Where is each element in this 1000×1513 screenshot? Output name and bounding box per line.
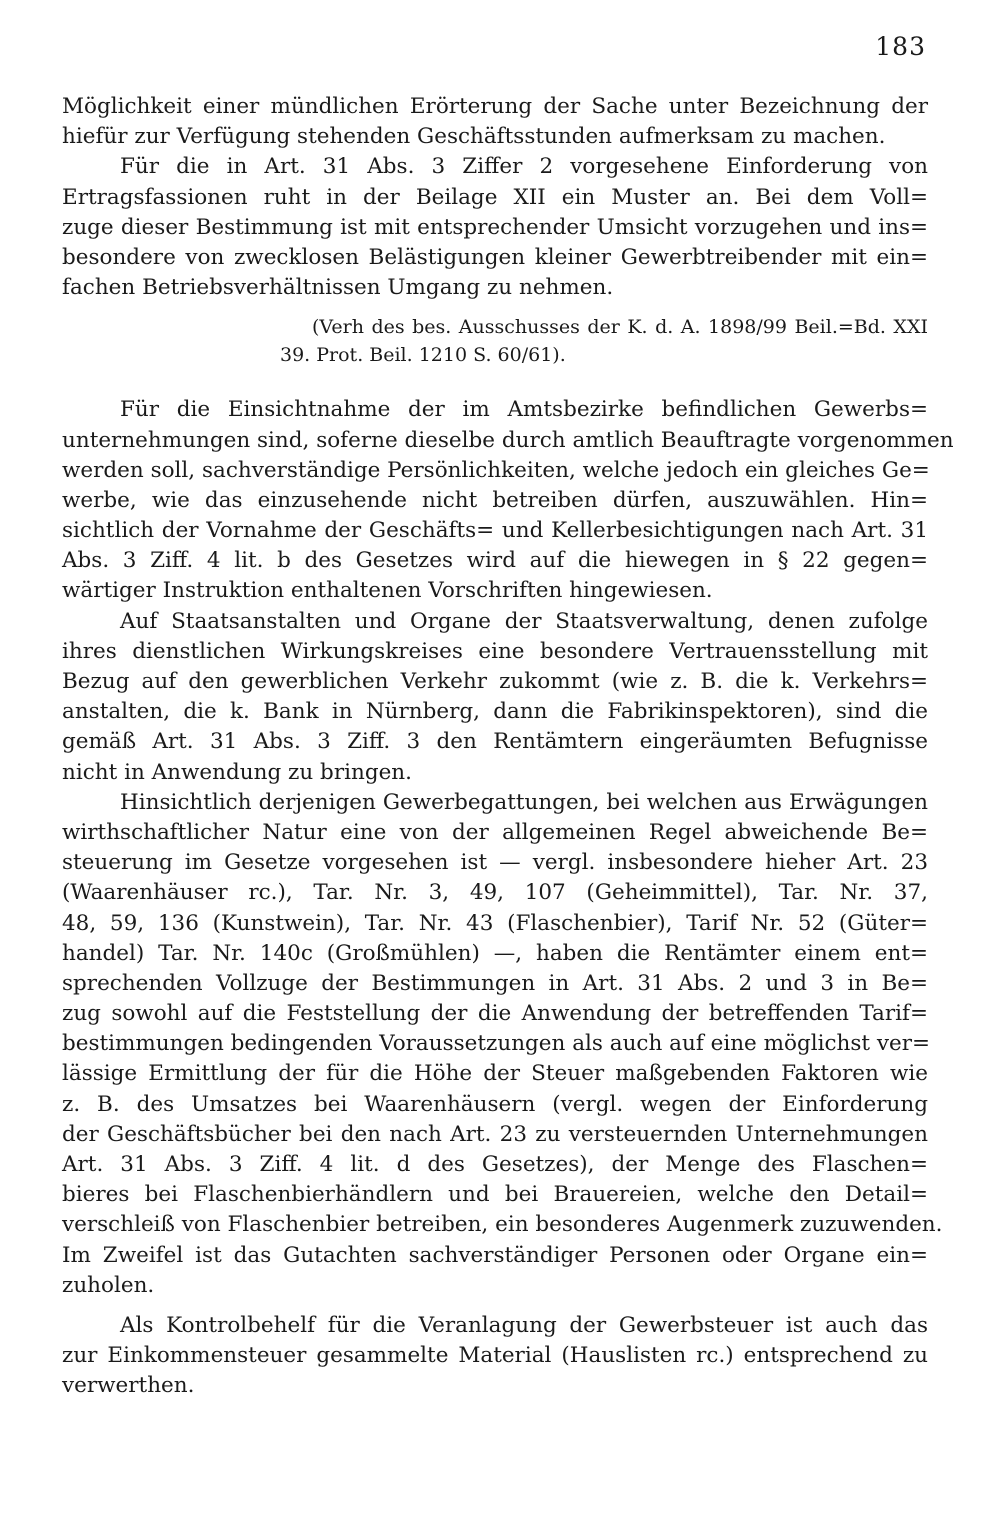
- paragraph-3: [62, 395, 954, 606]
- text-line: zug sowohl auf die Feststellung der die Anwendung der betreffenden Tarif=: [62, 1001, 928, 1027]
- text-line: wirthschaftlicher Natur eine von der allgemeinen Regel abweichende Be=: [62, 819, 928, 845]
- text-line: werbe, wie das einzusehende nicht betreiben dürfen, auszuwählen. Hin=: [62, 487, 928, 513]
- text-line: Ertragsfassionen ruht in der Beilage XII ein Muster an. Bei dem Voll=: [62, 184, 928, 210]
- text-line: besondere von zwecklosen Belästigungen kleiner Gewerbtreibender mit ein=: [62, 244, 928, 270]
- text-line: der Geschäftsbücher bei den nach Art. 23 zu versteuernden Unternehmungen: [62, 1121, 928, 1147]
- text-line: nicht in Anwendung zu bringen.: [62, 759, 412, 785]
- text-line: lässige Ermittlung der für die Höhe der Steuer maßgebenden Faktoren wie: [62, 1061, 928, 1087]
- text-line: hiefür zur Verfügung stehenden Geschäftsstunden aufmerksam zu machen.: [62, 124, 886, 150]
- paragraph-5: [62, 788, 943, 1301]
- text-line: sprechenden Vollzuge der Bestimmungen in Art. 31 Abs. 2 und 3 in Be=: [62, 970, 928, 996]
- text-line: unternehmungen sind, soferne dieselbe durch amtlich Beauftragte vorgenommen: [62, 427, 954, 453]
- text-line: zuholen.: [62, 1272, 155, 1298]
- body-text: [62, 92, 954, 1402]
- text-line: wärtiger Instruktion enthaltenen Vorschriften hingewiesen.: [62, 578, 713, 604]
- text-line: anstalten, die k. Bank in Nürnberg, dann die Fabrikinspektoren), sind die: [62, 699, 928, 725]
- text-line: Für die in Art. 31 Abs. 3 Ziffer 2 vorgesehene Einforderung von: [120, 154, 928, 180]
- text-line: Bezug auf den gewerblichen Verkehr zukommt (wie z. B. die k. Verkehrs=: [62, 669, 928, 694]
- text-line: zur Einkommensteuer gesammelte Material (Hauslisten rc.) entsprechend zu: [62, 1343, 928, 1369]
- text-line: handel) Tar. Nr. 140c (Großmühlen) —, haben die Rentämter einem ent=: [62, 940, 928, 966]
- text-line: Art. 31 Abs. 3 Ziff. 4 lit. d des Gesetzes), der Menge des Flaschen=: [62, 1152, 928, 1177]
- reference-line: 39. Prot. Beil. 1210 S. 60/61).: [280, 344, 566, 367]
- paragraph-2: [62, 152, 928, 303]
- text-line: 48, 59, 136 (Kunstwein), Tar. Nr. 43 (Flaschenbier), Tarif Nr. 52 (Güter=: [62, 910, 928, 936]
- text-line: Hinsichtlich derjenigen Gewerbegattungen, bei welchen aus Erwägungen: [120, 789, 928, 815]
- text-line: ihres dienstlichen Wirkungskreises eine besondere Vertrauensstellung mit: [62, 638, 928, 664]
- paragraph-6: [62, 1311, 928, 1402]
- text-line: sichtlich der Vornahme der Geschäfts= und Kellerbesichtigungen nach Art. 31: [62, 518, 928, 544]
- text-line: bestimmungen bedingenden Voraussetzungen als auch auf eine möglichst ver=: [62, 1031, 931, 1057]
- page-number: 183: [875, 32, 926, 61]
- text-line: z. B. des Umsatzes bei Waarenhäusern (vergl. wegen der Einforderung: [62, 1091, 928, 1117]
- text-line: fachen Betriebsverhältnissen Umgang zu nehmen.: [62, 275, 614, 301]
- text-line: Abs. 3 Ziff. 4 lit. b des Gesetzes wird auf die hiewegen in § 22 gegen=: [62, 548, 928, 574]
- text-line: gemäß Art. 31 Abs. 3 Ziff. 3 den Rentämtern eingeräumten Befugnisse: [62, 729, 928, 755]
- text-line: verwerthen.: [62, 1373, 195, 1399]
- text-line: Möglichkeit einer mündlichen Erörterung der Sache unter Bezeichnung der: [62, 94, 928, 119]
- text-line: werden soll, sachverständige Persönlichkeiten, welche jedoch ein gleiches Ge=: [62, 457, 930, 483]
- reference-line: (Verh des bes. Ausschusses der K. d. A. 1898/99 Beil.=Bd. XXI: [312, 316, 928, 339]
- paragraph-4: [62, 607, 928, 788]
- text-line: Für die Einsichtnahme der im Amtsbezirke befindlichen Gewerbs=: [120, 397, 928, 423]
- text-line: bieres bei Flaschenbierhändlern und bei Brauereien, welche den Detail=: [62, 1182, 928, 1208]
- paragraph-1: [62, 92, 928, 152]
- text-line: steuerung im Gesetze vorgesehen ist — vergl. insbesondere hieher Art. 23: [62, 850, 928, 876]
- text-line: zuge dieser Bestimmung ist mit entsprechender Umsicht vorzugehen und ins=: [62, 214, 928, 240]
- text-line: Auf Staatsanstalten und Organe der Staatsverwaltung, denen zufolge: [120, 608, 928, 634]
- reference-note: [62, 313, 928, 369]
- text-line: Im Zweifel ist das Gutachten sachverständiger Personen oder Organe ein=: [62, 1242, 928, 1268]
- text-line: verschleiß von Flaschenbier betreiben, ein besonderes Augenmerk zuzuwenden.: [62, 1212, 943, 1238]
- text-line: (Waarenhäuser rc.), Tar. Nr. 3, 49, 107 (Geheimmittel), Tar. Nr. 37,: [62, 880, 928, 906]
- text-line: Als Kontrolbehelf für die Veranlagung der Gewerbsteuer ist auch das: [120, 1312, 928, 1338]
